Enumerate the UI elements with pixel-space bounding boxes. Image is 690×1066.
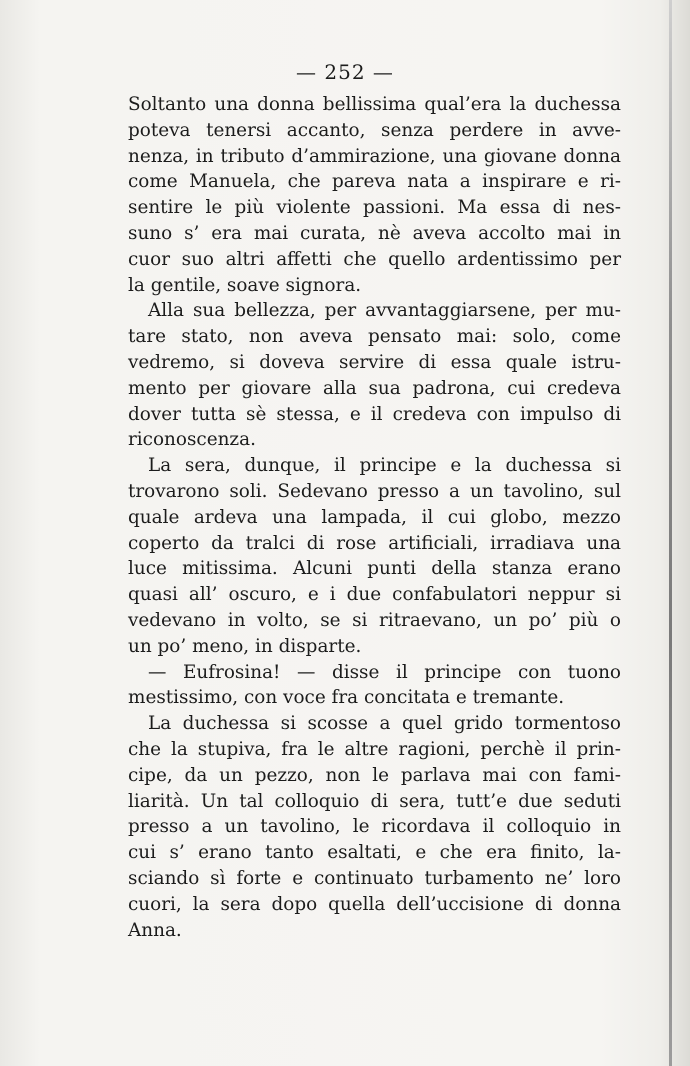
text-line: sciando sì forte e continuato turbamento ne’ loro <box>128 867 621 889</box>
text-line: sentire le più violente passioni. Ma essa di nes- <box>128 197 621 219</box>
text-line: come Manuela, che pareva nata a inspirare e ri- <box>128 171 621 193</box>
text-line: che la stupiva, fra le altre ragioni, perchè il prin- <box>128 738 621 760</box>
text-line: la gentile, soave signora. <box>128 274 362 296</box>
text-line: dover tutta sè stessa, e il credeva con impulso di <box>128 403 621 425</box>
text-line: mento per giovare alla sua padrona, cui credeva <box>128 377 621 399</box>
text-line: quale ardeva una lampada, il cui globo, mezzo <box>128 506 621 528</box>
text-line: un po’ meno, in disparte. <box>128 635 362 657</box>
page-edge-shadow <box>669 0 672 1066</box>
text-line: trovarono soli. Sedevano presso a un tavolino, sul <box>128 480 621 502</box>
text-line: quasi all’ oscuro, e i due confabulatori neppur si <box>128 584 621 606</box>
text-line: luce mitissima. Alcuni punti della stanza erano <box>128 558 621 580</box>
text-line: Alla sua bellezza, per avvantaggiarsene, per mu- <box>148 300 621 322</box>
text-line: mestissimo, con voce fra concitata e tremante. <box>128 687 565 709</box>
page-number: — 252 — <box>296 60 394 84</box>
text-line: riconoscenza. <box>128 429 256 451</box>
text-line: cuor suo altri affetti che quello ardentissimo per <box>128 248 621 270</box>
text-line: cipe, da un pezzo, non le parlava mai con fami- <box>128 764 621 786</box>
text-line: — Eufrosina! — disse il principe con tuono <box>148 661 621 683</box>
text-line: nenza, in tributo d’ammirazione, una giovane donna <box>128 145 621 167</box>
text-line: La duchessa si scosse a quel grido tormentoso <box>148 713 621 735</box>
text-line: Anna. <box>128 919 182 941</box>
text-line: tare stato, non aveva pensato mai: solo, come <box>128 326 621 348</box>
text-line: La sera, dunque, il principe e la duchessa si <box>148 455 621 477</box>
text-line: vedevano in volto, se si ritraevano, un po’ più o <box>128 609 621 631</box>
text-line: vedremo, si doveva servire di essa quale istru- <box>128 351 621 373</box>
body-text <box>128 92 621 943</box>
text-line: Soltanto una donna bellissima qual’era la duchessa <box>128 94 621 115</box>
text-line: cuori, la sera dopo quella dell’uccisione di donna <box>128 893 621 915</box>
text-line: liarità. Un tal colloquio di sera, tutt’e due seduti <box>128 790 621 812</box>
text-line: cui s’ erano tanto esaltati, e che era finito, la- <box>128 842 621 864</box>
text-line: coperto da tralci di rose artificiali, irradiava una <box>128 532 621 554</box>
text-line: suno s’ era mai curata, nè aveva accolto mai in <box>128 222 621 244</box>
text-line: presso a un tavolino, le ricordava il colloquio in <box>128 816 621 838</box>
text-line: poteva tenersi accanto, senza perdere in avve- <box>128 119 621 141</box>
